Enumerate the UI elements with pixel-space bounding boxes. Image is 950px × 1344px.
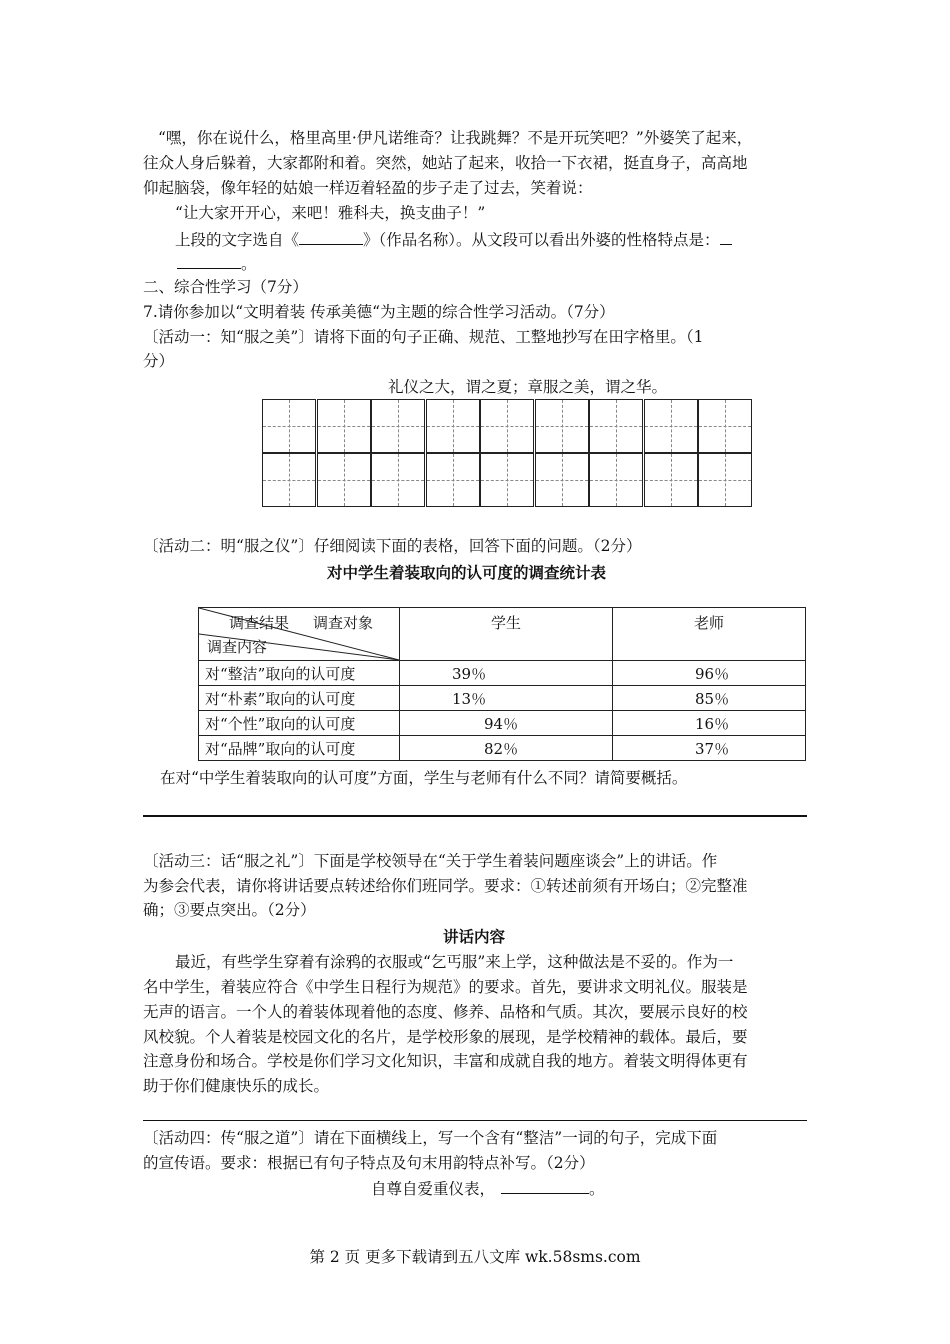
tian-cell[interactable]: [589, 399, 643, 453]
table-row: [199, 686, 806, 711]
survey-table-header-row: [199, 608, 806, 661]
diagonal-header-cell: [199, 608, 400, 661]
teacher-value: 37％: [613, 736, 806, 761]
passage-line-2: 往众人身后躲着，大家都附和着。突然，她站了起来，收拾一下衣裙，挺直身子，高高地: [143, 154, 748, 172]
work-title-blank[interactable]: [299, 228, 363, 245]
tian-zi-grid[interactable]: [262, 399, 753, 507]
tian-cell[interactable]: [426, 453, 480, 507]
slogan-end: 。: [589, 1180, 605, 1198]
passage-line-4: “让大家开开心，来吧！雅科夫，换支曲子！”: [175, 204, 486, 222]
tian-cell[interactable]: [480, 453, 534, 507]
activity-2-intro: 〔活动二：明“服之仪”〕仔细阅读下面的表格，回答下面的问题。（2分）: [143, 537, 642, 555]
tian-grid-row-1: [262, 399, 753, 453]
section-2-title: 二、综合性学习（7分）: [143, 278, 308, 296]
activity-4-line-1: 〔活动四：传“服之道”〕请在下面横线上，写一个含有“整洁”一词的句子，完成下面: [143, 1129, 718, 1147]
student-value: 94％: [400, 711, 613, 736]
header-result: 调查结果: [229, 614, 290, 632]
column-header-student: 学生: [400, 608, 613, 661]
row-item: 对“品牌”取向的认可度: [199, 736, 400, 761]
tian-cell[interactable]: [644, 453, 698, 507]
table-row: [199, 661, 806, 686]
survey-table-title: 对中学生着装取向的认可度的调查统计表: [327, 563, 607, 582]
tian-cell[interactable]: [317, 399, 371, 453]
tian-cell[interactable]: [371, 399, 425, 453]
passage-question: [175, 228, 732, 251]
tian-cell[interactable]: [426, 399, 480, 453]
activity-1-line-1: 〔活动一：知“服之美”〕请将下面的句子正确、规范、工整地抄写在田字格里。（1: [143, 328, 704, 346]
question-7: 7.请你参加以“文明着装 传承美德“为主题的综合性学习活动。（7分）: [143, 303, 615, 321]
table-row: [199, 711, 806, 736]
tian-cell[interactable]: [317, 453, 371, 507]
header-content: 调查内容: [207, 638, 268, 656]
tian-cell[interactable]: [589, 453, 643, 507]
speech-line-3: 无声的语言。一个人的着装体现着他的态度、修养、品格和气质。其次，要展示良好的校: [143, 1003, 748, 1021]
passage-question-part1: 上段的文字选自《: [175, 231, 300, 249]
survey-table: [198, 607, 806, 761]
passage-line-3: 仰起脑袋，像年轻的姑娘一样迈着轻盈的步子走了过去，笑着说：: [143, 179, 593, 197]
trait-blank-start[interactable]: [720, 228, 732, 245]
speech-line-1: 最近，有些学生穿着有涂鸦的衣服或“乞丐服”来上学，这种做法是不妥的。作为一: [175, 953, 734, 971]
speech-title: 讲话内容: [443, 927, 506, 946]
answer-line-activity-3[interactable]: [143, 1120, 807, 1121]
tian-grid-row-2: [262, 453, 753, 507]
student-value: 39％: [400, 661, 613, 686]
activity-3-line-1: 〔活动三：话“服之礼”〕下面是学校领导在“关于学生着装问题座谈会”上的讲话。作: [143, 852, 718, 870]
column-header-teacher: 老师: [613, 608, 806, 661]
teacher-value: 96％: [613, 661, 806, 686]
teacher-value: 85％: [613, 686, 806, 711]
activity-4-line-2: 的宣传语。要求：根据已有句子特点及句末用韵特点补写。（2分）: [143, 1154, 595, 1172]
tian-cell[interactable]: [698, 453, 752, 507]
activity-1-sentence: 礼仪之大，谓之夏；章服之美，谓之华。: [388, 378, 668, 396]
trait-blank[interactable]: [177, 252, 241, 269]
header-object: 调查对象: [313, 614, 374, 632]
student-value: 13％: [400, 686, 613, 711]
activity-2-question: 在对“中学生着装取向的认可度”方面，学生与老师有什么不同？请简要概括。: [160, 769, 688, 787]
table-row: [199, 736, 806, 761]
row-item: 对“个性”取向的认可度: [199, 711, 400, 736]
tian-cell[interactable]: [262, 453, 316, 507]
row-item: 对“朴素”取向的认可度: [199, 686, 400, 711]
page-footer: 第 2 页 更多下载请到五八文库 wk.58sms.com: [309, 1248, 641, 1266]
activity-1-line-2: 分）: [143, 352, 175, 370]
answer-line-activity-2[interactable]: [143, 815, 807, 817]
slogan-text: 自尊自爱重仪表，: [371, 1180, 496, 1198]
passage-question-end: 。: [241, 255, 257, 273]
slogan-line: [371, 1177, 605, 1200]
row-item: 对“整洁”取向的认可度: [199, 661, 400, 686]
speech-line-5: 注意身份和场合。学校是你们学习文化知识，丰富和成就自我的地方。着装文明得体更有: [143, 1052, 748, 1070]
tian-cell[interactable]: [535, 453, 589, 507]
speech-line-4: 风校貌。个人着装是校园文化的名片，是学校形象的展现，是学校精神的载体。最后，要: [143, 1028, 748, 1046]
speech-line-2: 名中学生，着装应符合《中学生日程行为规范》的要求。首先，要讲求文明礼仪。服装是: [143, 978, 748, 996]
passage-question-part2: 》（作品名称）。从文段可以看出外婆的性格特点是：: [363, 231, 720, 249]
passage-line-1: “嘿，你在说什么，格里高里·伊凡诺维奇？让我跳舞？不是开玩笑吧？”外婆笑了起来，: [158, 129, 753, 147]
tian-cell[interactable]: [480, 399, 534, 453]
speech-line-6: 助于你们健康快乐的成长。: [143, 1077, 330, 1095]
tian-cell[interactable]: [535, 399, 589, 453]
passage-question-cont: [177, 252, 257, 275]
teacher-value: 16％: [613, 711, 806, 736]
activity-3-line-2: 为参会代表，请你将讲话要点转述给你们班同学。要求：①转述前须有开场白；②完整准: [143, 877, 748, 895]
tian-cell[interactable]: [262, 399, 316, 453]
student-value: 82％: [400, 736, 613, 761]
tian-cell[interactable]: [644, 399, 698, 453]
tian-cell[interactable]: [698, 399, 752, 453]
tian-cell[interactable]: [371, 453, 425, 507]
slogan-blank[interactable]: [501, 1177, 589, 1194]
activity-3-line-3: 确；③要点突出。（2分）: [143, 901, 316, 919]
